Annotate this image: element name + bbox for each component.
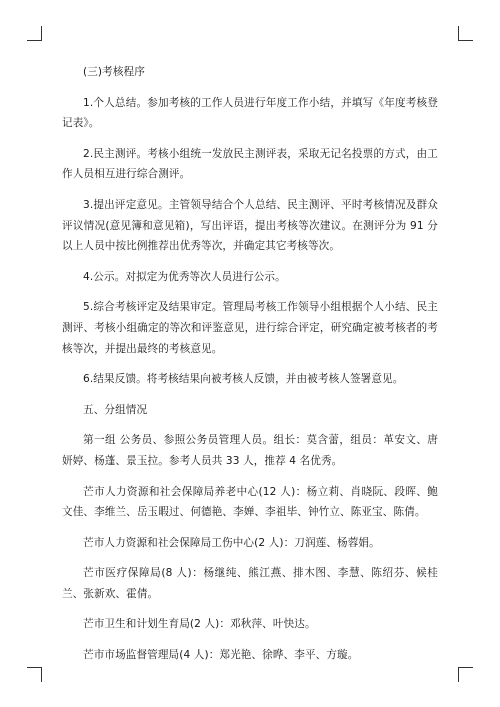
paragraph: 芒市市场监督管理局(4 人)：郑光艳、徐晔、李平、方璇。 (83, 649, 359, 662)
crop-mark-tl-h (27, 40, 42, 41)
paragraph: 3.提出评定意见。主管领导结合个人总结、民主测评、平时考核情况及群众评议情况(意见簿和意见箱)，写出评语，提出考核等次建议。在测评分为 91 分以上人员中按比例推荐出优秀等次，并确定其它考核等次。 (62, 198, 438, 253)
crop-mark-br-v (458, 667, 459, 682)
paragraph: 2.民主测评。考核小组统一发放民主测评表，采取无记名投票的方式，由工作人员相互进行综合测评。 (62, 147, 438, 181)
paragraph: 4.公示。对拟定为优秀等次人员进行公示。 (83, 270, 286, 283)
crop-mark-tr-v (458, 26, 459, 41)
paragraph: 芒市医疗保障局(8 人)：杨继纯、熊江燕、排木图、李慧、陈绍芬、候桂兰、张新欢、霍倩。 (62, 567, 438, 600)
crop-mark-bl-v (41, 667, 42, 682)
section-heading: (三)考核程序 (83, 66, 145, 78)
crop-mark-tl-v (41, 26, 42, 41)
paragraph: 芒市人力资源和社会保障局养老中心(12 人)：杨立莉、肖晓阮、段晖、鲍文佳、李维兰、岳玉暇过、何德艳、李婵、李祖毕、钟竹立、陈亚宝、陈倩。 (62, 485, 438, 519)
paragraph: 芒市卫生和计划生育局(2 人)：邓秋萍、叶快达。 (83, 618, 316, 631)
crop-mark-tr-h (458, 40, 473, 41)
paragraph: 1.个人总结。参加考核的工作人员进行年度工作小结，并填写《年度考核登记表》。 (62, 96, 438, 130)
crop-mark-br-h (458, 667, 473, 668)
section-heading: 五、分组情况 (83, 403, 148, 416)
paragraph: 6.结果反馈。将考核结果向被考核人反馈，并由被考核人签署意见。 (83, 373, 404, 386)
document-body (62, 62, 438, 666)
paragraph: 5.综合考核评定及结果审定。管理局考核工作领导小组根据个人小结、民主测评、考核小组确定的等次和评鉴意见，进行综合评定，研究确定被考核者的考核等次，并提出最终的考核意见。 (62, 301, 438, 355)
paragraph: 第一组 公务员、参照公务员管理人员。组长：莫含蕾，组员：革安文、唐妍婷、杨蓬、景玉拉。参考人员共 33 人，推荐 4 名优秀。 (62, 434, 438, 467)
crop-mark-bl-h (27, 667, 42, 668)
paragraph: 芒市人力资源和社会保障局工伤中心(2 人)：刀润莲、杨蓉娟。 (83, 536, 380, 549)
